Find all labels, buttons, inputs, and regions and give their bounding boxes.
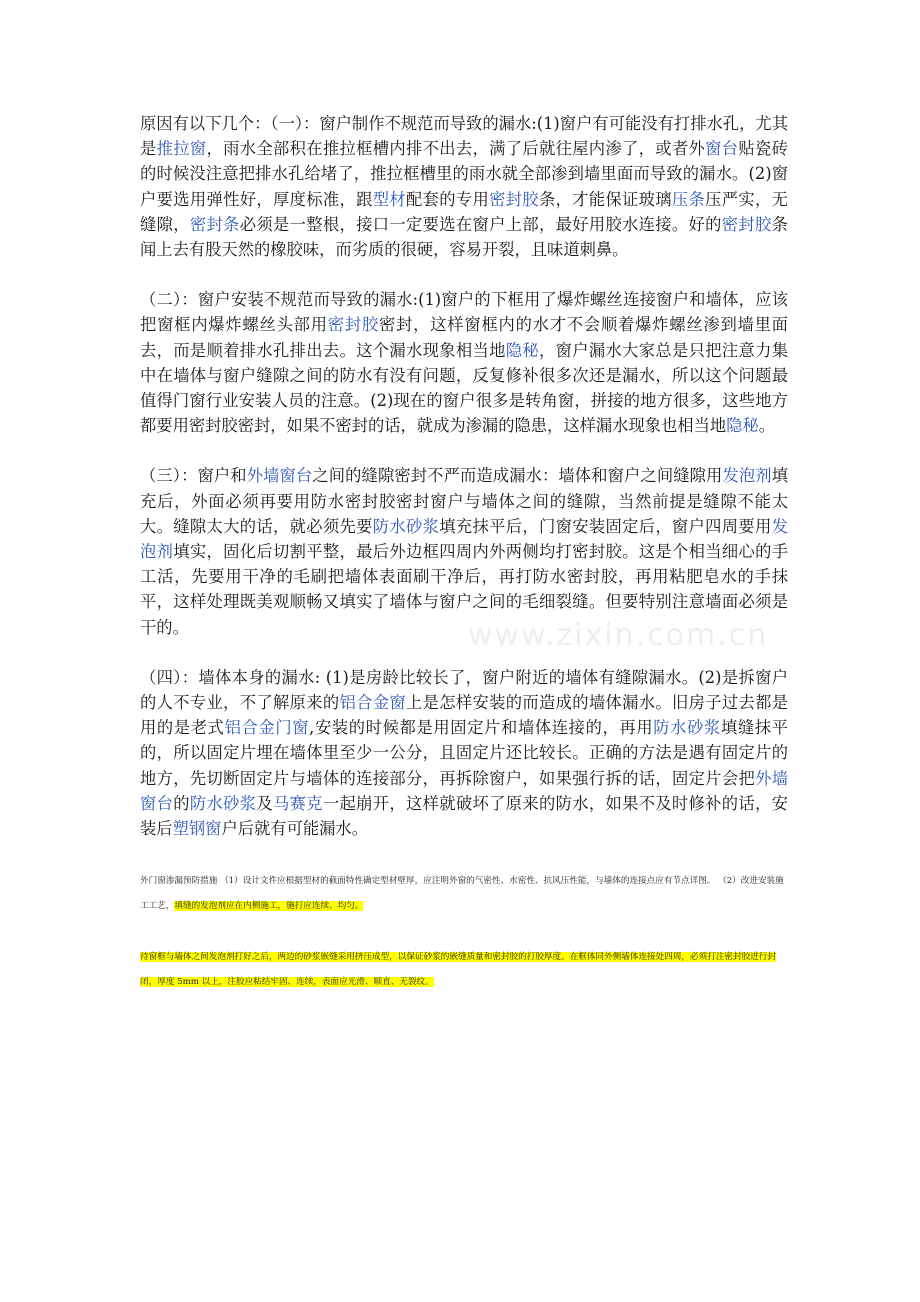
text-run: 密封，这样窗框内的水才不会顺着爆炸螺丝渗到墙里面去，而是顺着排水孔排出去。这个漏水现象相当地 <box>140 315 788 360</box>
document-body <box>140 111 788 995</box>
text-run: （二）：窗户安装不规范而导致的漏水:(1)窗户的下框用了爆炸螺丝连接窗户和墙体，应该把窗框内爆炸螺丝头部用 <box>140 290 788 335</box>
text-run: ，窗户漏水大家总是只把注意力集中在墙体与窗户缝隙之间的防水有没有问题，反复修补很多次还是漏水，所以这个问题最值得门窗行业安装人员的注意。(2)现在的窗户很多是转角窗，拼接的地方很多，这些地方都要用密封胶密封，如果不密封的话，就成为渗漏的隐患，这样漏水现象也相当地 <box>140 340 788 436</box>
keyword-link[interactable]: 铝合金窗 <box>339 693 406 713</box>
text-run: ,安装的时候都是用固定片和墙体连接的，再用 <box>309 718 654 738</box>
keyword-link[interactable]: 防水砂浆 <box>189 793 257 813</box>
text-run: 压严实，无缝隙， <box>140 189 788 234</box>
text-run: ，雨水全部积在推拉框槽内排不出去，满了后就往屋内渗了，或者外 <box>206 139 706 159</box>
text-run: 必须是一整根，接口一定要选在窗户上部，最好用胶水连接。好的 <box>239 214 722 234</box>
text-run: 填缝抹平的，所以固定片埋在墙体里至少一公分，且固定片还比较长。正确的方法是遇有固定片的地方，先切断固定片与墙体的连接部分，再拆除窗户，如果强行拆的话，固定片会把 <box>140 718 788 788</box>
keyword-link[interactable]: 密封胶 <box>721 214 772 234</box>
spacer <box>140 919 788 945</box>
text-run: 一起崩开，这样就破坏了原来的防水，如果不及时修补的话，安装后 <box>140 793 788 839</box>
keyword-link[interactable]: 推拉窗 <box>156 139 207 159</box>
paragraph-cause-1 <box>140 111 788 262</box>
keyword-link[interactable]: 密封胶 <box>489 189 539 209</box>
keyword-link[interactable]: 发泡剂 <box>722 466 772 486</box>
keyword-link[interactable]: 压条 <box>671 189 706 209</box>
text-run: 配套的专用 <box>405 189 490 209</box>
text-run: 户后就有可能漏水。 <box>221 819 368 839</box>
watermark: www.zixin.com.cn <box>468 618 769 653</box>
text-run: 填充抹平后，门窗安装固定后，窗户四周要用 <box>439 516 772 536</box>
keyword-link[interactable]: 密封胶 <box>327 315 380 335</box>
note-prevention-measures <box>140 869 788 919</box>
keyword-link[interactable]: 防水砂浆 <box>653 718 721 738</box>
text-run: 贴瓷砖的时候没注意把排水孔给堵了，推拉框槽里的雨水就全部渗到墙里面而导致的漏水。(2)窗户要选用弹性好，厚度标准，跟 <box>140 139 788 209</box>
text-run: 条，才能保证玻璃 <box>538 189 672 209</box>
text-run: 。 <box>758 416 776 436</box>
paragraph-cause-2 <box>140 287 788 438</box>
highlighted-text: 填缝的发泡剂应在内侧施工，施打应连续、均匀。 <box>174 901 364 912</box>
keyword-link[interactable]: 隐秘 <box>726 416 759 436</box>
text-run: （四）：墙体本身的漏水: (1)是房龄比较长了，窗户附近的墙体有缝隙漏水。(2)是拆窗户的人不专业，不了解原来的 <box>140 667 788 713</box>
text-run: （三）：窗户和 <box>140 466 247 486</box>
paragraph-cause-3 <box>140 463 788 639</box>
keyword-link[interactable]: 型材 <box>372 189 406 209</box>
text-run: 上是怎样安装的而造成的墙体漏水。旧房子过去都是用的是老式 <box>140 693 788 738</box>
keyword-link[interactable]: 马赛克 <box>273 793 323 813</box>
keyword-link[interactable]: 塑钢窗 <box>172 819 222 839</box>
text-run: 填实，固化后切割平整，最后外边框四周内外两侧均打密封胶。这是个相当细心的手工活，先要用干净的毛刷把墙体表面刷干净后，再打防水密封胶，再用粘肥皂水的手抹平，这样处理既美观顺畅又填实了墙体与窗户之间的毛细裂缝。但要特别注意墙面必须是干的。 <box>140 542 788 637</box>
text-run: 原因有以下几个：（一）：窗户制作不规范而导致的漏水:(1)窗户有可能没有打排水孔，尤其是 <box>140 114 788 159</box>
text-run: 之间的缝隙密封不严而造成漏水：墙体和窗户之间缝隙用 <box>312 466 723 486</box>
text-run: 填充后，外面必须再要用防水密封胶密封窗户与墙体之间的缝隙，当然前提是缝隙不能太大。缝隙太大的话，就必须先要 <box>140 466 788 536</box>
highlighted-text: 待窗框与墙体之间发泡剂打好之后，两边的砂浆嵌缝采用挤压成型，以保证砂浆的嵌缝质量和密封胶的打胶厚度。在框体同外侧墙体连接处四周，必须打注密封胶进行封闭，厚度 5mm 以上，注胶应粘结牢固、连续，表面应光滑、顺直、无裂纹。 <box>140 952 776 988</box>
paragraph-cause-4 <box>140 665 788 841</box>
keyword-link[interactable]: 发泡剂 <box>140 516 788 562</box>
text-run: 条闻上去有股天然的橡胶味，而劣质的很硬，容易开裂，且味道刺鼻。 <box>140 214 788 260</box>
text-run: 外门窗渗漏预防措施 （1）设计文件应根据型材的截面特性确定型材壁厚，应注明外窗的气密性、水密性、抗风压性能，与墙体的连接点应有节点详图。 （2）改进安装施工工艺， <box>140 876 784 912</box>
keyword-link[interactable]: 外墙窗台 <box>246 466 313 486</box>
text-run: 的 <box>173 793 190 813</box>
keyword-link[interactable]: 外墙窗台 <box>140 768 788 813</box>
text-run: 及 <box>256 793 273 813</box>
note-sealing-requirements <box>140 945 788 995</box>
keyword-link[interactable]: 密封条 <box>189 214 240 234</box>
keyword-link[interactable]: 窗台 <box>705 139 739 159</box>
keyword-link[interactable]: 铝合金门窗 <box>224 718 310 738</box>
keyword-link[interactable]: 隐秘 <box>505 340 539 360</box>
keyword-link[interactable]: 防水砂浆 <box>372 516 440 536</box>
